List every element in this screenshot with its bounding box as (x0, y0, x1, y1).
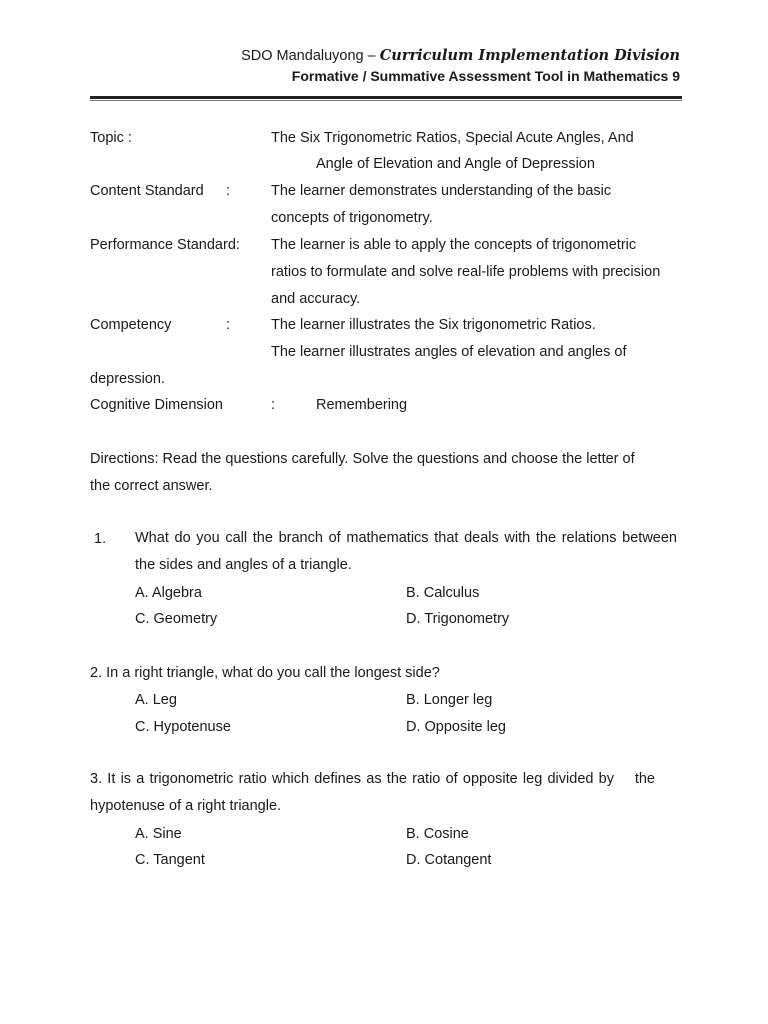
header-title: Formative / Summative Assessment Tool in Mathematics 9 (291, 68, 680, 84)
question-3-choice-a[interactable]: A. Sine (135, 826, 182, 842)
performance-standard-line-1: The learner is able to apply the concepts of trigonometric (271, 237, 637, 253)
question-3-choice-b[interactable]: B. Cosine (406, 826, 469, 842)
header-divider-thin (90, 100, 682, 101)
competency-line-2: The learner illustrates angles of elevation and angles of (271, 344, 627, 360)
question-3-text: 3. It is a trigonometric ratio which defines as the ratio of opposite leg divided by the hypotenuse of a right triangle. (90, 771, 660, 814)
question-1-choice-c[interactable]: C. Geometry (135, 611, 218, 627)
content-standard-line-1: The learner demonstrates understanding of the basic (271, 183, 612, 199)
question-2-choice-d[interactable]: D. Opposite leg (406, 719, 506, 735)
performance-standard-line-2: ratios to formulate and solve real-life problems with precision (271, 264, 661, 280)
content-standard-colon: : (226, 183, 231, 199)
question-2-choice-c[interactable]: C. Hypotenuse (135, 719, 231, 735)
header-division: Curriculum Implementation Division (379, 47, 680, 64)
question-1-text: What do you call the branch of mathematics that deals with the relations between the sides and angles of a triangle. (135, 530, 677, 573)
question-2-choice-b[interactable]: B. Longer leg (406, 692, 493, 708)
competency-line-3: depression. (90, 371, 165, 387)
cognitive-dimension-colon: : (271, 397, 276, 413)
question-1-number: 1. (94, 531, 107, 547)
content-standard-label: Content Standard (90, 183, 204, 199)
performance-standard-line-3: and accuracy. (271, 291, 361, 307)
content-standard-line-2: concepts of trigonometry. (271, 210, 433, 226)
topic-label: Topic : (90, 130, 132, 146)
question-2-choice-a[interactable]: A. Leg (135, 692, 177, 708)
performance-standard-label: Performance Standard: (90, 237, 240, 253)
question-3-choice-c[interactable]: C. Tangent (135, 852, 205, 868)
header-office-line (241, 47, 680, 65)
question-1-choice-a[interactable]: A. Algebra (135, 585, 202, 601)
cognitive-dimension-label: Cognitive Dimension (90, 397, 223, 413)
question-2-text: 2. In a right triangle, what do you call the longest side? (90, 665, 440, 681)
question-1-choice-b[interactable]: B. Calculus (406, 585, 480, 601)
directions-line-2: the correct answer. (90, 478, 213, 494)
topic-line-1: The Six Trigonometric Ratios, Special Acute Angles, And (271, 130, 634, 146)
directions-line-1: Directions: Read the questions carefully. Solve the questions and choose the letter of (90, 451, 635, 467)
question-1-choice-d[interactable]: D. Trigonometry (406, 611, 510, 627)
header-divider (90, 96, 682, 99)
header-office: SDO Mandaluyong – (241, 48, 380, 64)
competency-line-1: The learner illustrates the Six trigonometric Ratios. (271, 317, 596, 333)
question-3-choice-d[interactable]: D. Cotangent (406, 852, 492, 868)
competency-label: Competency (90, 317, 172, 333)
cognitive-dimension-value: Remembering (316, 397, 408, 413)
competency-colon: : (226, 317, 231, 333)
topic-line-2: Angle of Elevation and Angle of Depression (316, 156, 595, 172)
